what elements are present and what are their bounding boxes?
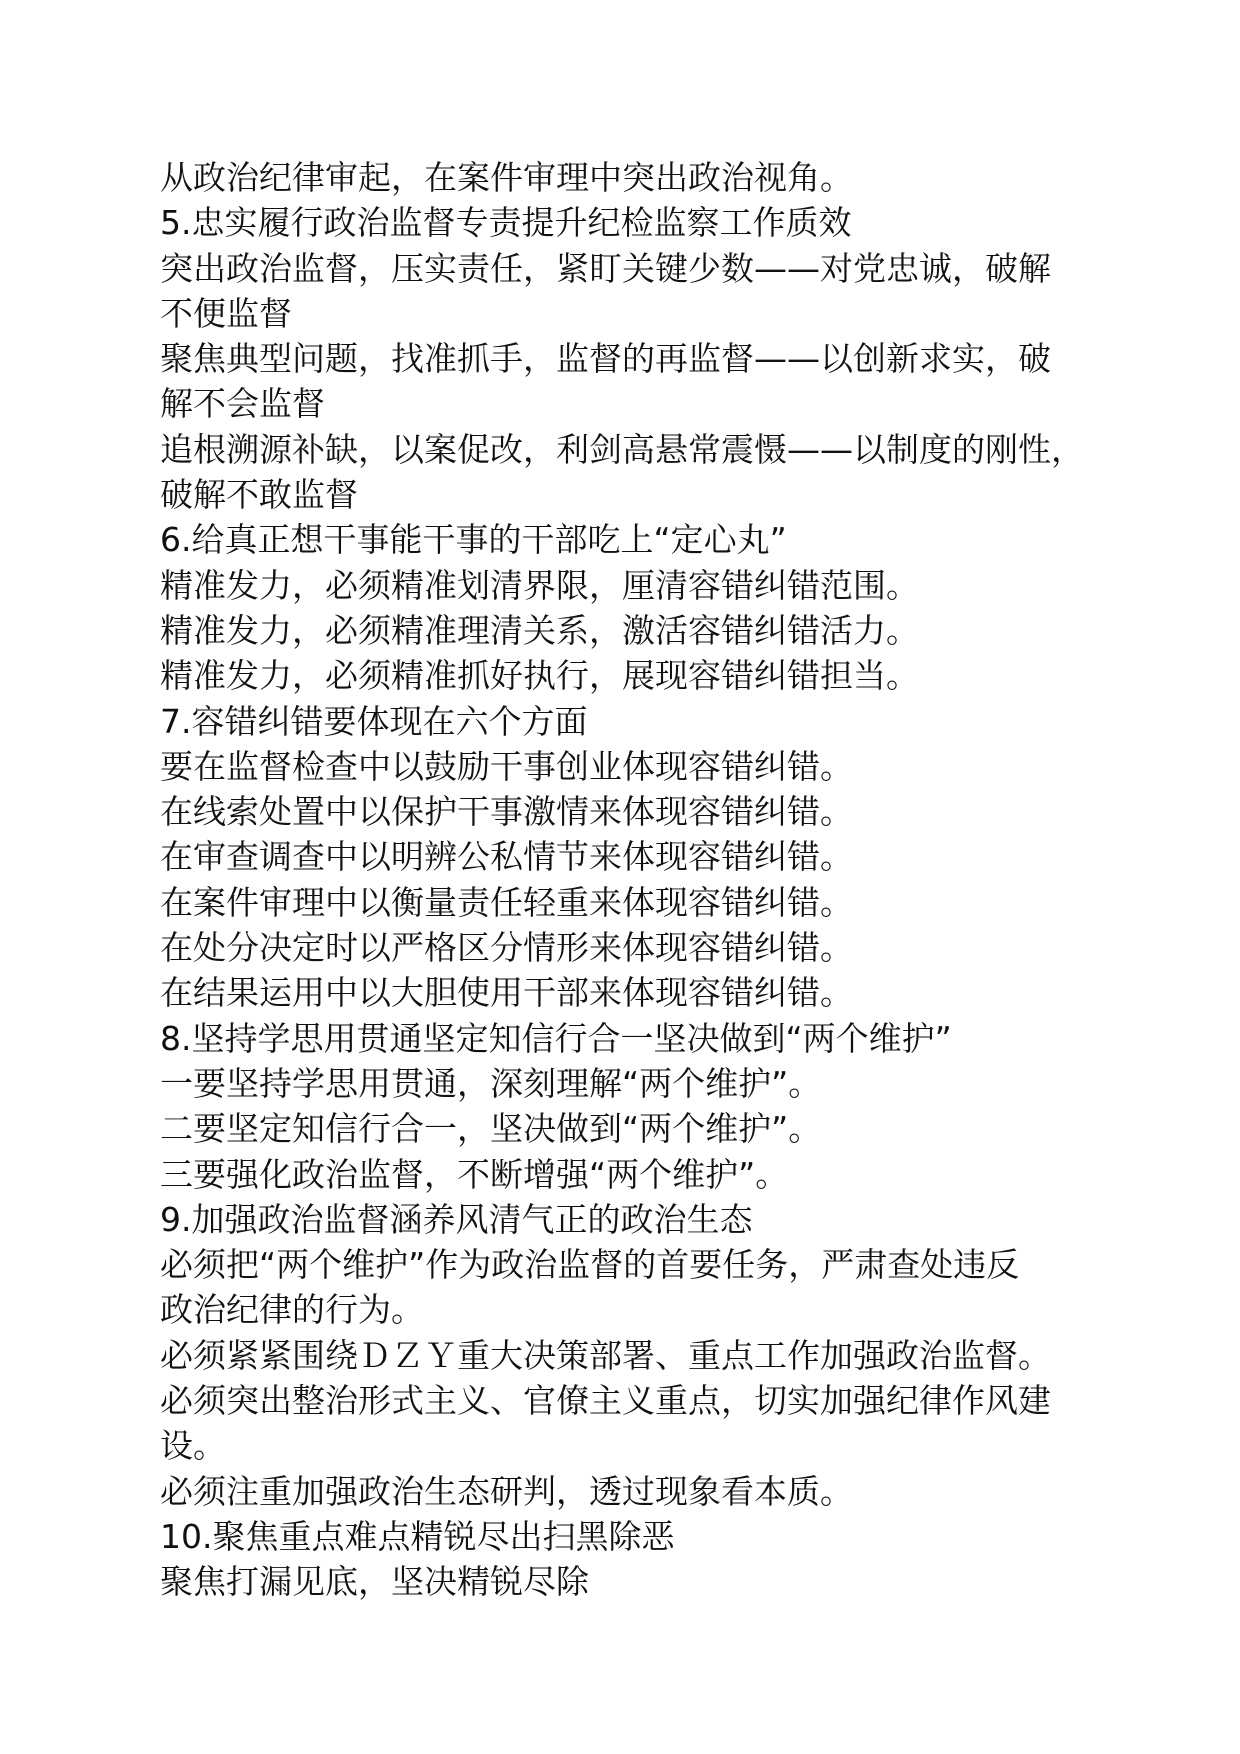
text-line: 在处分决定时以严格区分情形来体现容错纠错。 <box>160 928 853 968</box>
text-line: 聚焦打漏见底，坚决精锐尽除 <box>160 1562 589 1602</box>
text-line: 二要坚定知信行合一，坚决做到“两个维护”。 <box>160 1109 822 1149</box>
section-heading: 6.给真正想干事能干事的干部吃上“定心丸” <box>160 520 787 560</box>
document-body <box>160 155 1120 1605</box>
text-line: 不便监督 <box>160 293 292 333</box>
text-line: 政治纪律的行为。 <box>160 1290 424 1330</box>
text-line: 必须突出整治形式主义、官僚主义重点，切实加强纪律作风建 <box>160 1381 1051 1421</box>
text-line: 精准发力，必须精准划清界限，厘清容错纠错范围。 <box>160 565 919 605</box>
text-line: 精准发力，必须精准理清关系，激活容错纠错活力。 <box>160 610 919 650</box>
text-line: 在结果运用中以大胆使用干部来体现容错纠错。 <box>160 973 853 1013</box>
text-line: 一要坚持学思用贯通，深刻理解“两个维护”。 <box>160 1063 822 1103</box>
section-heading: 10.聚焦重点难点精锐尽出扫黑除恶 <box>160 1516 675 1556</box>
text-line: 必须紧紧围绕ＤＺＹ重大决策部署、重点工作加强政治监督。 <box>160 1335 1051 1375</box>
text-line: 要在监督检查中以鼓励干事创业体现容错纠错。 <box>160 746 853 786</box>
text-line: 在案件审理中以衡量责任轻重来体现容错纠错。 <box>160 882 853 922</box>
text-line: 破解不敢监督 <box>160 475 358 515</box>
section-heading: 5.忠实履行政治监督专责提升纪检监察工作质效 <box>160 203 852 243</box>
text-line: 精准发力，必须精准抓好执行，展现容错纠错担当。 <box>160 656 919 696</box>
text-line: 必须注重加强政治生态研判，透过现象看本质。 <box>160 1471 853 1511</box>
section-heading: 8.坚持学思用贯通坚定知信行合一坚决做到“两个维护” <box>160 1018 952 1058</box>
text-line: 设。 <box>160 1426 226 1466</box>
text-line: 必须把“两个维护”作为政治监督的首要任务，严肃查处违反 <box>160 1245 1020 1285</box>
text-line: 在线索处置中以保护干事激情来体现容错纠错。 <box>160 792 853 832</box>
section-heading: 9.加强政治监督涵养风清气正的政治生态 <box>160 1199 753 1239</box>
text-line: 在审查调查中以明辨公私情节来体现容错纠错。 <box>160 837 853 877</box>
text-line: 解不会监督 <box>160 384 325 424</box>
section-heading: 7.容错纠错要体现在六个方面 <box>160 701 588 741</box>
text-line: 追根溯源补缺，以案促改，利剑高悬常震慑——以制度的刚性， <box>160 429 1084 469</box>
text-line: 从政治纪律审起，在案件审理中突出政治视角。 <box>160 158 853 197</box>
text-line: 三要强化政治监督，不断增强“两个维护”。 <box>160 1154 789 1194</box>
text-line: 突出政治监督，压实责任，紧盯关键少数——对党忠诚，破解 <box>160 248 1051 288</box>
text-line: 聚焦典型问题，找准抓手，监督的再监督——以创新求实，破 <box>160 339 1051 379</box>
